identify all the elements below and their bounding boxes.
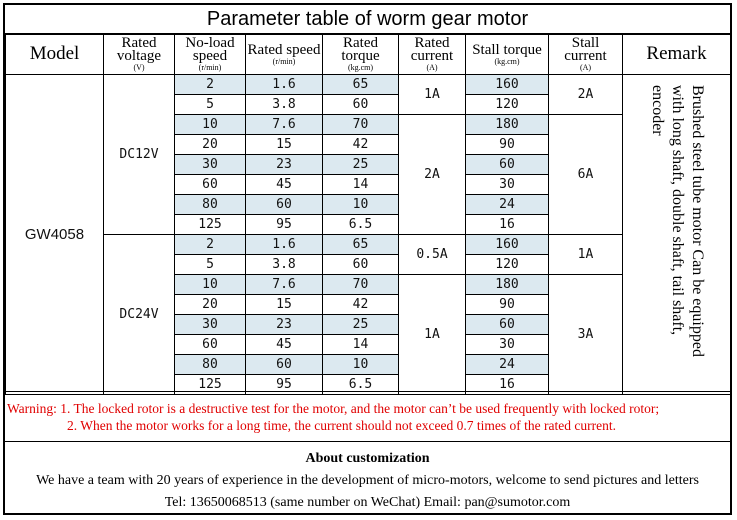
rated-speed-cell: 3.8 [246, 255, 323, 275]
rated-current-cell: 2A [399, 115, 466, 235]
rated-speed-cell: 45 [246, 335, 323, 355]
rated-speed-cell: 15 [246, 135, 323, 155]
header-rated-speed: Rated speed (r/min) [246, 35, 323, 75]
rated-speed-cell: 15 [246, 295, 323, 315]
rated-torque-cell: 70 [323, 115, 399, 135]
parameter-table [5, 34, 731, 395]
model-cell: GW4058 [6, 75, 104, 395]
rated-speed-cell: 60 [246, 195, 323, 215]
rated-current-cell: 0.5A [399, 235, 466, 275]
noload-speed-cell: 20 [175, 295, 246, 315]
rated-speed-cell: 1.6 [246, 235, 323, 255]
warning-box [5, 391, 730, 442]
stall-torque-cell: 30 [466, 175, 549, 195]
rated-current-cell: 1A [399, 75, 466, 115]
noload-speed-cell: 20 [175, 135, 246, 155]
header-model: Model [6, 35, 104, 75]
stall-torque-cell: 120 [466, 95, 549, 115]
warning-line-2: 2. When the motor works for a long time, the current should not exceed 0.7 times of the rated current. [67, 418, 616, 433]
customization-title: About customization [305, 451, 430, 466]
rated-torque-cell: 60 [323, 255, 399, 275]
rated-speed-cell: 1.6 [246, 75, 323, 95]
table-row [6, 75, 731, 95]
noload-speed-cell: 80 [175, 195, 246, 215]
rated-torque-cell: 25 [323, 155, 399, 175]
header-remark: Remark [623, 35, 731, 75]
stall-torque-cell: 180 [466, 115, 549, 135]
header-rated-current: Rated current (A) [399, 35, 466, 75]
noload-speed-cell: 125 [175, 215, 246, 235]
rated-speed-cell: 23 [246, 155, 323, 175]
noload-speed-cell: 2 [175, 75, 246, 95]
stall-torque-cell: 16 [466, 215, 549, 235]
rated-speed-cell: 7.6 [246, 275, 323, 295]
rated-torque-cell: 10 [323, 195, 399, 215]
rated-speed-cell: 95 [246, 375, 323, 395]
stall-current-cell: 2A [549, 75, 623, 115]
noload-speed-cell: 2 [175, 235, 246, 255]
voltage-cell: DC12V [104, 75, 175, 235]
rated-speed-cell: 3.8 [246, 95, 323, 115]
noload-speed-cell: 60 [175, 335, 246, 355]
stall-torque-cell: 120 [466, 255, 549, 275]
rated-torque-cell: 6.5 [323, 375, 399, 395]
rated-torque-cell: 60 [323, 95, 399, 115]
rated-torque-cell: 10 [323, 355, 399, 375]
header-rated-torque: Rated torque (kg.cm) [323, 35, 399, 75]
page-title: Parameter table of worm gear motor [5, 5, 730, 34]
rated-speed-cell: 60 [246, 355, 323, 375]
noload-speed-cell: 10 [175, 115, 246, 135]
parameter-sheet [3, 3, 732, 515]
stall-current-cell: 1A [549, 235, 623, 275]
header-stall-current: Stall current (A) [549, 35, 623, 75]
stall-torque-cell: 180 [466, 275, 549, 295]
rated-torque-cell: 65 [323, 235, 399, 255]
rated-speed-cell: 7.6 [246, 115, 323, 135]
header-rated-voltage: Rated voltage (V) [104, 35, 175, 75]
rated-speed-cell: 45 [246, 175, 323, 195]
header-row [6, 35, 731, 75]
stall-torque-cell: 90 [466, 295, 549, 315]
rated-torque-cell: 6.5 [323, 215, 399, 235]
rated-torque-cell: 14 [323, 175, 399, 195]
rated-torque-cell: 14 [323, 335, 399, 355]
header-noload-speed: No-load speed (r/min) [175, 35, 246, 75]
contact-line: Tel: 13650068513 (same number on WeChat) Email: pan@sumotor.com [164, 495, 571, 510]
rated-torque-cell: 65 [323, 75, 399, 95]
warning-line-1: Warning: 1. The locked rotor is a destructive test for the motor, and the motor can’t be used frequently with locked rotor; [7, 401, 660, 416]
stall-torque-cell: 90 [466, 135, 549, 155]
rated-torque-cell: 42 [323, 135, 399, 155]
stall-torque-cell: 160 [466, 235, 549, 255]
stall-current-cell: 3A [549, 275, 623, 395]
noload-speed-cell: 125 [175, 375, 246, 395]
stall-torque-cell: 160 [466, 75, 549, 95]
rated-torque-cell: 42 [323, 295, 399, 315]
stall-torque-cell: 60 [466, 315, 549, 335]
noload-speed-cell: 10 [175, 275, 246, 295]
rated-speed-cell: 23 [246, 315, 323, 335]
stall-torque-cell: 16 [466, 375, 549, 395]
remark-text: Brushed steel tube motor Can be equipped with long shaft, double shaft, tail shaft, encoder [648, 84, 706, 357]
voltage-cell: DC24V [104, 235, 175, 395]
customization-line-1: We have a team with 20 years of experience in the development of micro-motors, welcome to send pictures and letters [36, 473, 699, 488]
noload-speed-cell: 5 [175, 95, 246, 115]
stall-torque-cell: 60 [466, 155, 549, 175]
noload-speed-cell: 60 [175, 175, 246, 195]
rated-current-cell: 1A [399, 275, 466, 395]
remark-cell [623, 75, 731, 395]
stall-torque-cell: 30 [466, 335, 549, 355]
noload-speed-cell: 80 [175, 355, 246, 375]
rated-speed-cell: 95 [246, 215, 323, 235]
stall-current-cell: 6A [549, 115, 623, 235]
noload-speed-cell: 30 [175, 315, 246, 335]
customization-section [5, 442, 730, 513]
stall-torque-cell: 24 [466, 195, 549, 215]
header-stall-torque: Stall torque (kg.cm) [466, 35, 549, 75]
rated-torque-cell: 25 [323, 315, 399, 335]
noload-speed-cell: 30 [175, 155, 246, 175]
noload-speed-cell: 5 [175, 255, 246, 275]
rated-torque-cell: 70 [323, 275, 399, 295]
stall-torque-cell: 24 [466, 355, 549, 375]
